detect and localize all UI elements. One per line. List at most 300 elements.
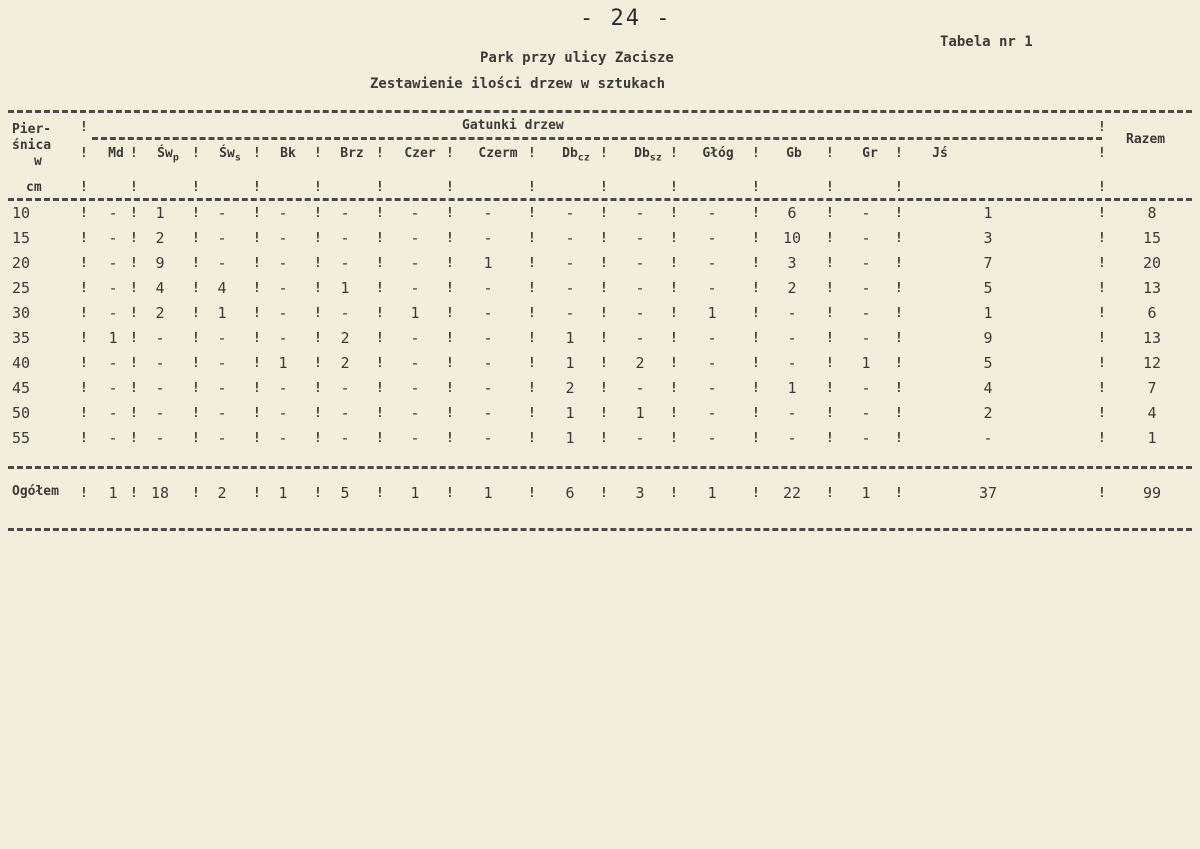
table-cell: - [410, 204, 420, 222]
separator-mark: ! [670, 206, 678, 221]
separator-mark: ! [670, 356, 678, 371]
separator-mark: ! [670, 306, 678, 321]
row-total: 7 [1147, 379, 1157, 397]
species-base: Czerm [478, 146, 518, 161]
separator-mark: ! [895, 231, 903, 246]
table-cell: 1 [861, 354, 871, 372]
species-header-3 [260, 146, 316, 161]
separator-mark: ! [826, 231, 834, 246]
table-cell: - [787, 304, 797, 322]
separator-mark: ! [826, 331, 834, 346]
row-diameter-20: 20 [12, 254, 31, 272]
table-cell: - [278, 229, 288, 247]
diameter-label-3: w [34, 154, 42, 169]
separator-mark: ! [528, 231, 536, 246]
separator-mark: ! [895, 180, 903, 195]
separator-mark: ! [314, 486, 322, 501]
table-cell: 9 [155, 254, 165, 272]
table-cell: 2 [340, 354, 350, 372]
table-cell: 1 [217, 304, 227, 322]
separator-mark: ! [314, 431, 322, 446]
diameter-label-4: cm [26, 180, 42, 195]
separator-mark: ! [192, 281, 200, 296]
separator-mark: ! [376, 256, 384, 271]
table-cell: - [707, 379, 717, 397]
separator-mark: ! [80, 231, 88, 246]
row-diameter-55: 55 [12, 429, 31, 447]
separator-mark: ! [130, 256, 138, 271]
table-cell: 1 [565, 429, 575, 447]
totals-cell: 1 [410, 484, 420, 502]
table-cell: - [155, 354, 165, 372]
table-cell: - [155, 329, 165, 347]
separator-mark: ! [130, 146, 138, 161]
separator-mark: ! [600, 406, 608, 421]
table-cell: 10 [782, 229, 802, 247]
table-cell: - [108, 229, 118, 247]
row-total: 20 [1142, 254, 1162, 272]
separator-mark: ! [253, 406, 261, 421]
table-cell: - [635, 304, 645, 322]
separator-mark: ! [895, 486, 903, 501]
row-total: 12 [1142, 354, 1162, 372]
table-cell: 1 [278, 354, 288, 372]
table-cell: - [635, 329, 645, 347]
separator-mark: ! [895, 381, 903, 396]
separator-mark: ! [80, 406, 88, 421]
table-cell: 2 [983, 404, 993, 422]
separator-mark: ! [253, 281, 261, 296]
table-cell: - [483, 354, 493, 372]
separator-mark: ! [600, 281, 608, 296]
separator-mark: ! [130, 180, 138, 195]
separator-mark: ! [253, 146, 261, 161]
table-cell: - [635, 379, 645, 397]
separator-mark: ! [826, 180, 834, 195]
separator-mark: ! [376, 381, 384, 396]
species-sub: sz [649, 152, 662, 164]
table-cell: 1 [410, 304, 420, 322]
table-cell: 9 [983, 329, 993, 347]
table-cell: - [787, 354, 797, 372]
rule-species [92, 137, 1102, 140]
separator-mark: ! [130, 431, 138, 446]
row-diameter-50: 50 [12, 404, 31, 422]
separator-mark: ! [376, 231, 384, 246]
table-cell: - [635, 254, 645, 272]
table-cell: - [410, 329, 420, 347]
row-diameter-35: 35 [12, 329, 31, 347]
totals-label: Ogółem [12, 484, 59, 499]
separator-mark: ! [130, 331, 138, 346]
separator-mark: ! [253, 231, 261, 246]
separator-mark: ! [253, 306, 261, 321]
separator-mark: ! [528, 306, 536, 321]
species-header-4 [324, 146, 380, 161]
table-cell: - [217, 379, 227, 397]
totals-cell: 1 [707, 484, 717, 502]
separator-mark: ! [446, 231, 454, 246]
separator-mark: ! [192, 486, 200, 501]
table-cell: 6 [787, 204, 797, 222]
total-label: Razem [1126, 132, 1166, 147]
table-cell: - [108, 404, 118, 422]
table-cell: 5 [983, 354, 993, 372]
separator-mark: ! [253, 431, 261, 446]
table-cell: - [483, 429, 493, 447]
table-cell: - [635, 429, 645, 447]
separator-mark: ! [80, 120, 88, 135]
table-cell: 4 [983, 379, 993, 397]
diameter-label-1: Pier- [12, 122, 52, 137]
table-cell: - [340, 204, 350, 222]
separator-mark: ! [253, 256, 261, 271]
separator-mark: ! [752, 381, 760, 396]
table-cell: - [635, 229, 645, 247]
separator-mark: ! [80, 331, 88, 346]
row-total: 1 [1147, 429, 1157, 447]
table-cell: - [565, 204, 575, 222]
table-cell: - [861, 279, 871, 297]
separator-mark: ! [600, 356, 608, 371]
separator-mark: ! [826, 381, 834, 396]
table-cell: - [340, 304, 350, 322]
separator-mark: ! [376, 146, 384, 161]
table-cell: - [217, 354, 227, 372]
row-diameter-45: 45 [12, 379, 31, 397]
separator-mark: ! [376, 206, 384, 221]
species-header-10 [766, 146, 822, 161]
separator-mark: ! [826, 206, 834, 221]
totals-cell: 1 [108, 484, 118, 502]
separator-mark: ! [80, 486, 88, 501]
separator-mark: ! [1098, 206, 1106, 221]
separator-mark: ! [130, 406, 138, 421]
separator-mark: ! [130, 281, 138, 296]
separator-mark: ! [895, 356, 903, 371]
row-diameter-15: 15 [12, 229, 31, 247]
separator-mark: ! [528, 486, 536, 501]
separator-mark: ! [253, 381, 261, 396]
separator-mark: ! [314, 381, 322, 396]
row-diameter-30: 30 [12, 304, 31, 322]
table-cell: 2 [155, 229, 165, 247]
row-total: 6 [1147, 304, 1157, 322]
table-cell: - [410, 379, 420, 397]
separator-mark: ! [1098, 381, 1106, 396]
species-sub: p [172, 152, 179, 164]
table-cell: - [787, 329, 797, 347]
separator-mark: ! [1098, 406, 1106, 421]
separator-mark: ! [253, 180, 261, 195]
separator-mark: ! [670, 486, 678, 501]
table-cell: - [410, 254, 420, 272]
table-cell: 1 [155, 204, 165, 222]
table-cell: - [861, 229, 871, 247]
totals-cell: 1 [483, 484, 493, 502]
separator-mark: ! [192, 331, 200, 346]
totals-cell: 3 [635, 484, 645, 502]
table-cell: - [483, 304, 493, 322]
table-cell: 1 [707, 304, 717, 322]
separator-mark: ! [80, 431, 88, 446]
separator-mark: ! [192, 431, 200, 446]
separator-mark: ! [1098, 231, 1106, 246]
separator-mark: ! [1098, 431, 1106, 446]
table-cell: - [217, 404, 227, 422]
table-cell: - [108, 204, 118, 222]
totals-cell: 5 [340, 484, 350, 502]
separator-mark: ! [752, 180, 760, 195]
separator-mark: ! [192, 381, 200, 396]
table-cell: - [861, 304, 871, 322]
separator-mark: ! [528, 356, 536, 371]
separator-mark: ! [314, 331, 322, 346]
separator-mark: ! [80, 381, 88, 396]
table-cell: - [278, 204, 288, 222]
separator-mark: ! [600, 331, 608, 346]
separator-mark: ! [670, 256, 678, 271]
table-cell: 4 [155, 279, 165, 297]
species-base: Głóg [702, 146, 734, 161]
separator-mark: ! [80, 256, 88, 271]
species-header-8 [620, 146, 676, 164]
table-cell: - [410, 404, 420, 422]
separator-mark: ! [376, 180, 384, 195]
separator-mark: ! [826, 306, 834, 321]
separator-mark: ! [253, 206, 261, 221]
separator-mark: ! [314, 306, 322, 321]
rule-header-bottom [8, 198, 1192, 201]
table-cell: 2 [155, 304, 165, 322]
separator-mark: ! [1098, 256, 1106, 271]
separator-mark: ! [1098, 120, 1106, 135]
table-cell: - [635, 204, 645, 222]
table-cell: - [565, 229, 575, 247]
separator-mark: ! [1098, 356, 1106, 371]
document-title: Park przy ulicy Zacisze [480, 50, 674, 66]
separator-mark: ! [80, 206, 88, 221]
separator-mark: ! [670, 281, 678, 296]
separator-mark: ! [130, 306, 138, 321]
table-cell: - [340, 429, 350, 447]
table-cell: - [108, 279, 118, 297]
species-header-6 [470, 146, 526, 161]
table-cell: 5 [983, 279, 993, 297]
separator-mark: ! [895, 331, 903, 346]
separator-mark: ! [528, 180, 536, 195]
separator-mark: ! [600, 231, 608, 246]
table-cell: - [340, 229, 350, 247]
page-number: - 24 - [580, 6, 672, 31]
separator-mark: ! [600, 256, 608, 271]
separator-mark: ! [528, 281, 536, 296]
species-base: Św [157, 146, 173, 161]
separator-mark: ! [192, 306, 200, 321]
separator-mark: ! [446, 180, 454, 195]
separator-mark: ! [80, 146, 88, 161]
table-cell: 2 [565, 379, 575, 397]
species-base: Jś [932, 146, 948, 161]
separator-mark: ! [314, 180, 322, 195]
row-total: 4 [1147, 404, 1157, 422]
species-base: Gb [786, 146, 802, 161]
table-cell: - [707, 429, 717, 447]
separator-mark: ! [600, 306, 608, 321]
table-cell: 2 [635, 354, 645, 372]
table-cell: - [108, 429, 118, 447]
separator-mark: ! [1098, 331, 1106, 346]
table-cell: - [565, 279, 575, 297]
species-sub: cz [577, 152, 590, 164]
table-cell: - [278, 379, 288, 397]
table-cell: - [410, 429, 420, 447]
table-cell: - [787, 404, 797, 422]
totals-cell: 1 [861, 484, 871, 502]
table-cell: - [217, 329, 227, 347]
species-header-7 [548, 146, 604, 164]
table-cell: 4 [217, 279, 227, 297]
totals-cell: 22 [782, 484, 802, 502]
separator-mark: ! [528, 381, 536, 396]
separator-mark: ! [130, 206, 138, 221]
row-diameter-10: 10 [12, 204, 31, 222]
species-header-12 [912, 146, 968, 161]
separator-mark: ! [528, 256, 536, 271]
species-base: Św [219, 146, 235, 161]
separator-mark: ! [752, 231, 760, 246]
table-cell: - [278, 329, 288, 347]
separator-mark: ! [528, 331, 536, 346]
table-cell: - [707, 279, 717, 297]
separator-mark: ! [1098, 486, 1106, 501]
species-sub: s [234, 152, 241, 164]
row-diameter-25: 25 [12, 279, 31, 297]
separator-mark: ! [192, 180, 200, 195]
row-diameter-40: 40 [12, 354, 31, 372]
species-base: Czer [404, 146, 436, 161]
table-cell: - [707, 354, 717, 372]
row-total: 8 [1147, 204, 1157, 222]
separator-mark: ! [376, 486, 384, 501]
separator-mark: ! [1098, 306, 1106, 321]
table-cell: - [155, 429, 165, 447]
table-cell: - [340, 379, 350, 397]
table-cell: - [983, 429, 993, 447]
table-cell: - [278, 254, 288, 272]
separator-mark: ! [314, 231, 322, 246]
table-cell: - [565, 254, 575, 272]
separator-mark: ! [446, 356, 454, 371]
table-cell: 3 [983, 229, 993, 247]
totals-cell: 2 [217, 484, 227, 502]
separator-mark: ! [528, 406, 536, 421]
table-cell: 1 [635, 404, 645, 422]
separator-mark: ! [895, 306, 903, 321]
separator-mark: ! [314, 406, 322, 421]
separator-mark: ! [80, 356, 88, 371]
table-cell: 2 [787, 279, 797, 297]
table-cell: - [340, 404, 350, 422]
separator-mark: ! [130, 356, 138, 371]
separator-mark: ! [130, 231, 138, 246]
row-total: 13 [1142, 329, 1162, 347]
separator-mark: ! [528, 146, 536, 161]
separator-mark: ! [192, 406, 200, 421]
separator-mark: ! [670, 180, 678, 195]
table-cell: - [707, 254, 717, 272]
species-base: Db [562, 146, 578, 161]
separator-mark: ! [253, 486, 261, 501]
table-cell: 7 [983, 254, 993, 272]
table-cell: - [861, 429, 871, 447]
separator-mark: ! [314, 146, 322, 161]
table-cell: - [155, 404, 165, 422]
totals-cell: 37 [978, 484, 998, 502]
separator-mark: ! [895, 281, 903, 296]
species-base: Db [634, 146, 650, 161]
separator-mark: ! [752, 281, 760, 296]
rule-top [8, 110, 1192, 113]
separator-mark: ! [895, 406, 903, 421]
table-cell: 1 [483, 254, 493, 272]
separator-mark: ! [826, 146, 834, 161]
table-cell: - [707, 404, 717, 422]
separator-mark: ! [192, 146, 200, 161]
separator-mark: ! [670, 381, 678, 396]
row-total: 13 [1142, 279, 1162, 297]
table-cell: 2 [340, 329, 350, 347]
separator-mark: ! [826, 356, 834, 371]
species-header-9 [690, 146, 746, 161]
table-cell: - [483, 404, 493, 422]
separator-mark: ! [752, 256, 760, 271]
separator-mark: ! [600, 180, 608, 195]
table-cell: - [217, 229, 227, 247]
grand-total: 99 [1142, 484, 1162, 502]
table-cell: - [861, 204, 871, 222]
table-cell: - [707, 229, 717, 247]
separator-mark: ! [80, 180, 88, 195]
table-cell: - [787, 429, 797, 447]
species-base: Bk [280, 146, 296, 161]
separator-mark: ! [314, 256, 322, 271]
table-cell: - [217, 254, 227, 272]
separator-mark: ! [752, 356, 760, 371]
table-cell: - [155, 379, 165, 397]
table-cell: - [278, 404, 288, 422]
separator-mark: ! [895, 206, 903, 221]
separator-mark: ! [376, 281, 384, 296]
separator-mark: ! [752, 486, 760, 501]
table-cell: - [861, 404, 871, 422]
table-cell: - [483, 229, 493, 247]
separator-mark: ! [1098, 146, 1106, 161]
totals-cell: 1 [278, 484, 288, 502]
table-number: Tabela nr 1 [940, 34, 1033, 50]
separator-mark: ! [446, 281, 454, 296]
separator-mark: ! [670, 146, 678, 161]
separator-mark: ! [752, 306, 760, 321]
table-cell: 1 [565, 404, 575, 422]
table-cell: 1 [565, 329, 575, 347]
table-cell: 1 [108, 329, 118, 347]
document-subtitle: Zestawienie ilości drzew w sztukach [370, 76, 666, 92]
table-cell: - [483, 329, 493, 347]
separator-mark: ! [253, 356, 261, 371]
table-cell: - [861, 254, 871, 272]
table-cell: - [108, 254, 118, 272]
